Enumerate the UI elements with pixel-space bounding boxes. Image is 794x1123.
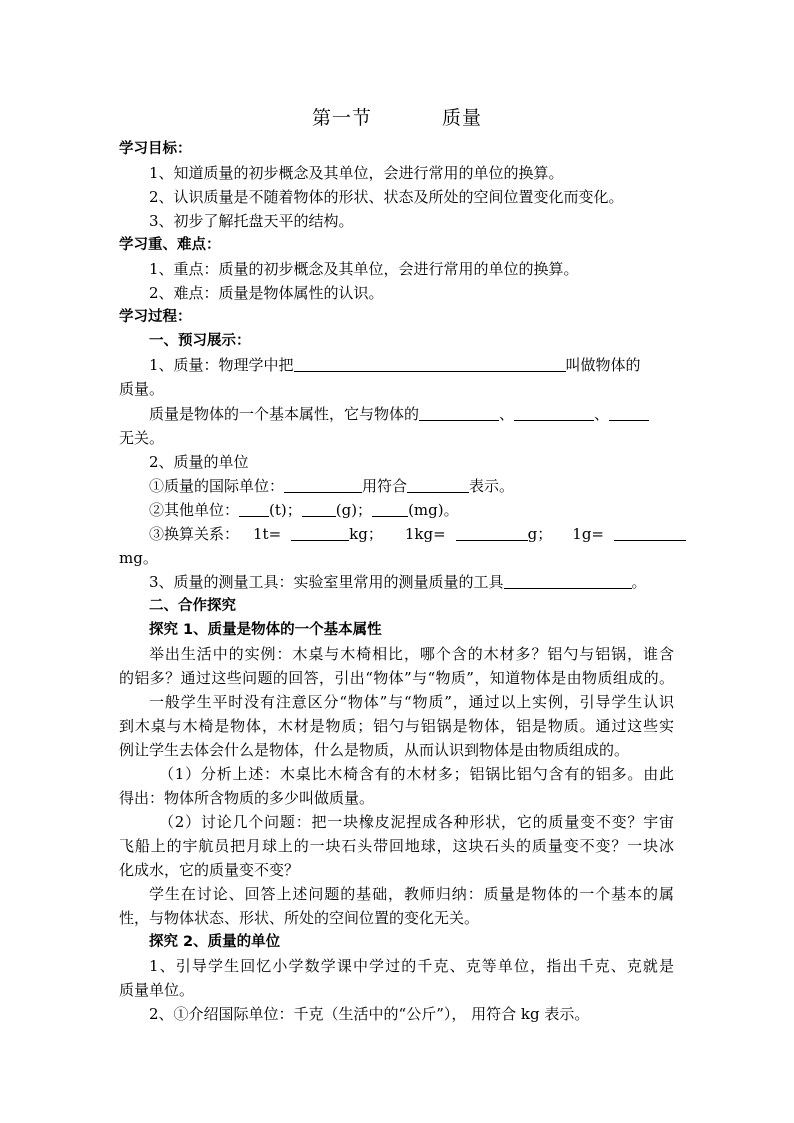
si-text-b: 用符合	[362, 477, 408, 495]
q1-text-b: 叫做物体的	[565, 356, 641, 374]
tool-text-b: 。	[631, 573, 647, 591]
conv-mg: mg。	[119, 549, 158, 567]
conv-text-a: ③换算关系：	[149, 525, 240, 543]
e2-p2: 2、①介绍国际单位：千克（生活中的“公斤”）， 用符合 kg 表示。	[149, 1005, 590, 1023]
question-si-unit	[149, 474, 514, 498]
explore-1-heading: 探究 1、质量是物体的一个基本属性	[149, 622, 382, 638]
e1-p1-line2: 的铝多？通过这些问题的回答，引出“物体”与“物质”，知道物体是由物质组成的。	[119, 669, 674, 687]
si-text-a: ①质量的国际单位：	[149, 477, 285, 495]
blank-si-symbol[interactable]	[407, 476, 469, 493]
question-other-units	[149, 498, 459, 522]
question-mass-attribute	[149, 402, 649, 426]
attr-text-a: 质量是物体的一个基本属性，它与物体的	[149, 405, 420, 423]
conv-1g: 1g=	[572, 525, 604, 543]
other-unit-mg: (mg)。	[408, 501, 459, 519]
e1-p5-line1: 学生在讨论、回答上述问题的基础，教师归纳：质量是物体的一个基本的属	[149, 885, 674, 903]
q1-text-a: 1、质量：物理学中把	[149, 356, 294, 374]
e1-p3-line1: （1）分析上述：木桌比木椅含有的木材多；铝锅比铝勺含有的铝多。由此	[159, 765, 674, 783]
explore-heading: 二、合作探究	[149, 598, 236, 614]
attr-separator-2: 、	[594, 405, 610, 423]
goal-item-1: 1、知道质量的初步概念及其单位，会进行常用的单位的换算。	[149, 164, 564, 182]
preview-heading: 一、预习展示：	[149, 333, 251, 349]
attr-text-c: 无关。	[119, 429, 165, 447]
conv-kg: kg；	[349, 525, 383, 543]
blank-t-to-kg[interactable]	[291, 524, 349, 541]
question-mass-definition	[149, 353, 641, 377]
goal-item-2: 2、认识质量是不随着物体的形状、状态及所处的空间位置变化而变化。	[149, 188, 624, 206]
e1-p4-line3: 化成水，它的质量变不变？	[119, 861, 300, 879]
title-section: 第一节	[311, 107, 372, 129]
e1-p2-line3: 例让学生去体会什么是物体，什么是物质，从而认识到物体是由物质组成的。	[119, 741, 630, 759]
other-unit-g: (g)；	[335, 501, 373, 519]
e1-p4-line2: 飞船上的宇航员把月球上的一块石头带回地球，这块石头的质量变不变？一块冰	[119, 837, 674, 855]
blank-unit-t[interactable]	[239, 500, 269, 517]
key-point-1: 1、重点：质量的初步概念及其单位，会进行常用的单位的换算。	[149, 260, 579, 278]
other-text-a: ②其他单位：	[149, 501, 240, 519]
e1-p2-line2: 到木桌与木椅是物体，木材是物质；铝勺与铝锅是物体，铝是物质。通过这些实	[119, 717, 674, 735]
key-points-heading: 学习重、难点：	[119, 237, 221, 253]
page-title	[0, 103, 794, 130]
blank-measuring-tool[interactable]	[504, 572, 632, 589]
blank-definition[interactable]	[294, 355, 566, 372]
e2-p1-line1: 1、引导学生回忆小学数学课中学过的千克、克等单位，指出千克、克就是	[149, 957, 674, 975]
e1-p3-line2: 得出：物体所含物质的多少叫做质量。	[119, 789, 375, 807]
question-conversions	[149, 522, 686, 546]
process-heading: 学习过程：	[119, 309, 192, 325]
e1-p4-line1: （2）讨论几个问题：把一块橡皮泥捏成各种形状，它的质量变不变？宇宙	[159, 813, 674, 831]
conv-1kg: 1kg=	[404, 525, 446, 543]
blank-attribute-3[interactable]	[609, 404, 649, 421]
e1-p1-line1: 举出生活中的实例：木桌与木椅相比，哪个含的木材多？铝勺与铝锅，谁含	[149, 645, 674, 663]
attr-separator-1: 、	[499, 405, 515, 423]
blank-attribute-1[interactable]	[419, 404, 499, 421]
blank-si-unit[interactable]	[284, 476, 362, 493]
blank-unit-mg[interactable]	[372, 500, 408, 517]
conv-1t: 1t=	[253, 525, 282, 543]
goals-heading: 学习目标：	[119, 141, 192, 157]
si-text-c: 表示。	[469, 477, 515, 495]
goal-item-3: 3、初步了解托盘天平的结构。	[149, 212, 354, 230]
e1-p5-line2: 性，与物体状态、形状、所处的空间位置的变化无关。	[119, 909, 480, 927]
title-topic: 质量	[442, 107, 483, 129]
blank-kg-to-g[interactable]	[456, 524, 528, 541]
conv-g: g；	[527, 525, 553, 543]
unit-heading: 2、质量的单位	[149, 453, 249, 471]
other-unit-t: (t)；	[269, 501, 302, 519]
e1-p2-line1: 一般学生平时没有注意区分“物体”与“物质”，通过以上实例，引导学生认识	[149, 693, 674, 711]
q1-text-c: 质量。	[119, 380, 165, 398]
blank-g-to-mg[interactable]	[614, 524, 686, 541]
tool-text-a: 3、质量的测量工具：实验室里常用的测量质量的工具	[149, 573, 504, 591]
key-point-2: 2、难点：质量是物体属性的认识。	[149, 284, 384, 302]
question-measuring-tool	[149, 570, 647, 594]
blank-attribute-2[interactable]	[514, 404, 594, 421]
blank-unit-g[interactable]	[302, 500, 336, 517]
explore-2-heading: 探究 2、质量的单位	[149, 934, 281, 950]
e2-p1-line2: 质量单位。	[119, 981, 195, 999]
